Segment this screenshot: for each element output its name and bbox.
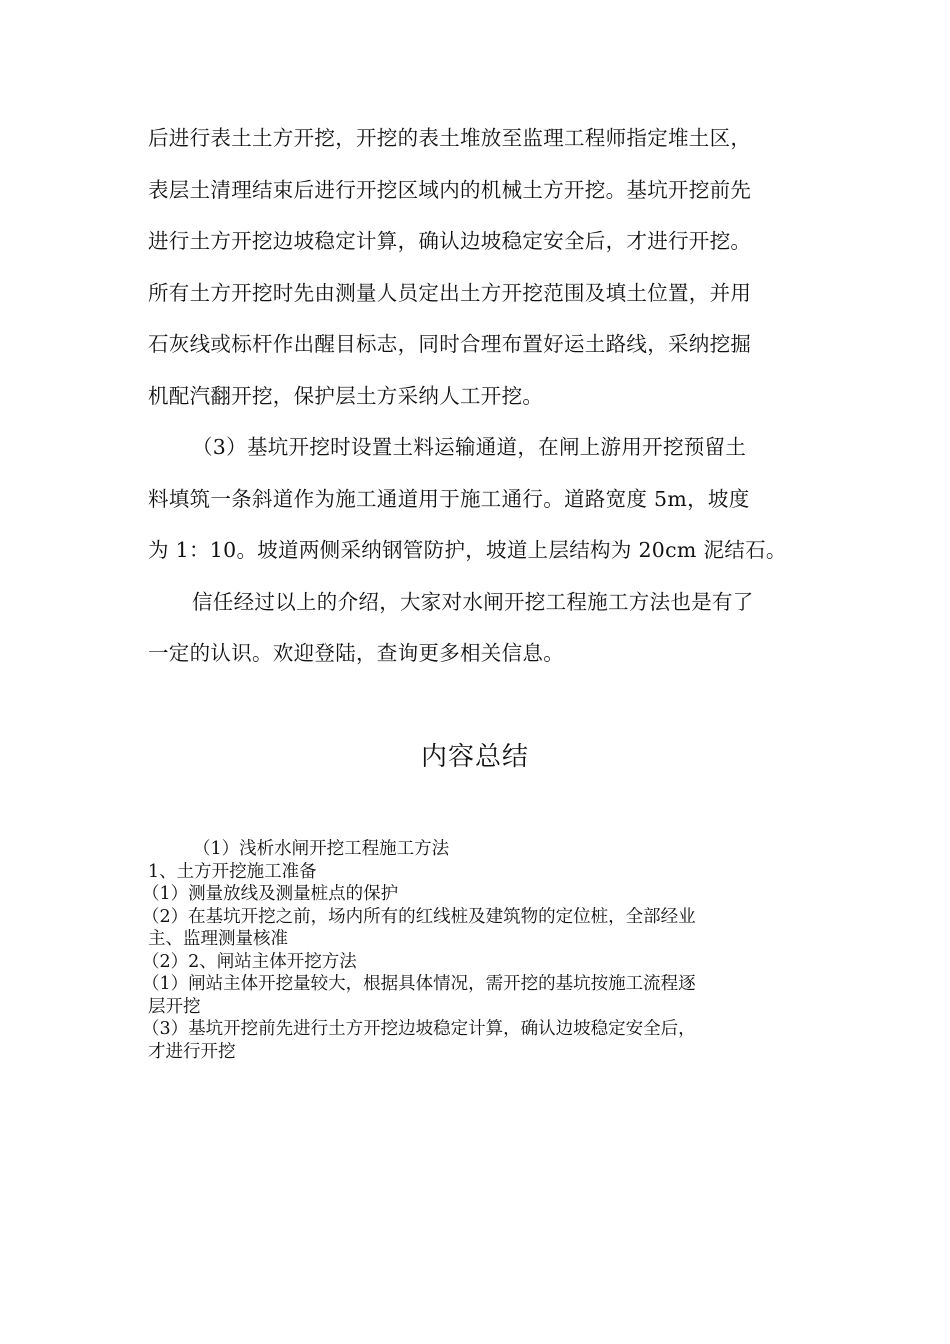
text-line: 信任经过以上的介绍，大家对水闸开挖工程施工方法也是有了 [192,589,754,614]
text-line: 进行土方开挖边坡稳定计算，确认边坡稳定安全后，才进行开挖。 [148,229,752,253]
paragraph-closing [148,582,808,685]
paragraph-transport-channel [148,427,808,582]
summary-line: （2）2、闸站主体开挖方法 [142,951,357,972]
text-line: 表层土清理结束后进行开挖区域内的机械土方开挖。基坑开挖前先 [148,177,752,202]
summary-line: （2）在基坑开挖之前，场内所有的红线桩及建筑物的定位桩，全部经业 [142,906,696,927]
text-line: 所有土方开挖时先由测量人员定出土方开挖范围及填土位置，并用 [148,280,752,305]
text-line: 后进行表土土方开挖，开挖的表土堆放至监理工程师指定堆土区， [148,126,752,150]
text-line: 石灰线或标杆作出醒目标志，同时合理布置好运土路线，采纳挖掘 [148,332,752,356]
text-line: 为 1：10。坡道两侧采纳钢管防护，坡道上层结构为 20cm 泥结石。 [148,538,787,562]
text-line: 料填筑一条斜道作为施工通道用于施工通行。道路宽度 5m，坡度 [148,486,750,511]
paragraph-excavation-process [148,118,808,427]
summary-list [142,838,808,1063]
summary-line: 主、监理测量核准 [148,929,288,949]
summary-line: （1）浅析水闸开挖工程施工方法 [193,839,450,859]
summary-heading: 内容总结 [420,742,529,772]
summary-line: 层开挖 [148,996,201,1017]
summary-line: （1）测量放线及测量桩点的保护 [142,884,399,904]
body-text [148,118,808,685]
text-line: （3）基坑开挖时设置土料运输通道，在闸上游用开挖预留土 [192,435,747,459]
summary-line: 才进行开挖 [148,1041,236,1062]
text-line: 一定的认识。欢迎登陆，查询更多相关信息。 [148,641,564,665]
summary-line: （1）闸站主体开挖量较大，根据具体情况，需开挖的基坑按施工流程逐 [142,974,696,994]
summary-line: （3）基坑开挖前先进行土方开挖边坡稳定计算，确认边坡稳定安全后， [142,1019,696,1039]
summary-line: 1、土方开挖施工准备 [148,861,317,882]
text-line: 机配汽翻开挖，保护层土方采纳人工开挖。 [148,383,544,408]
